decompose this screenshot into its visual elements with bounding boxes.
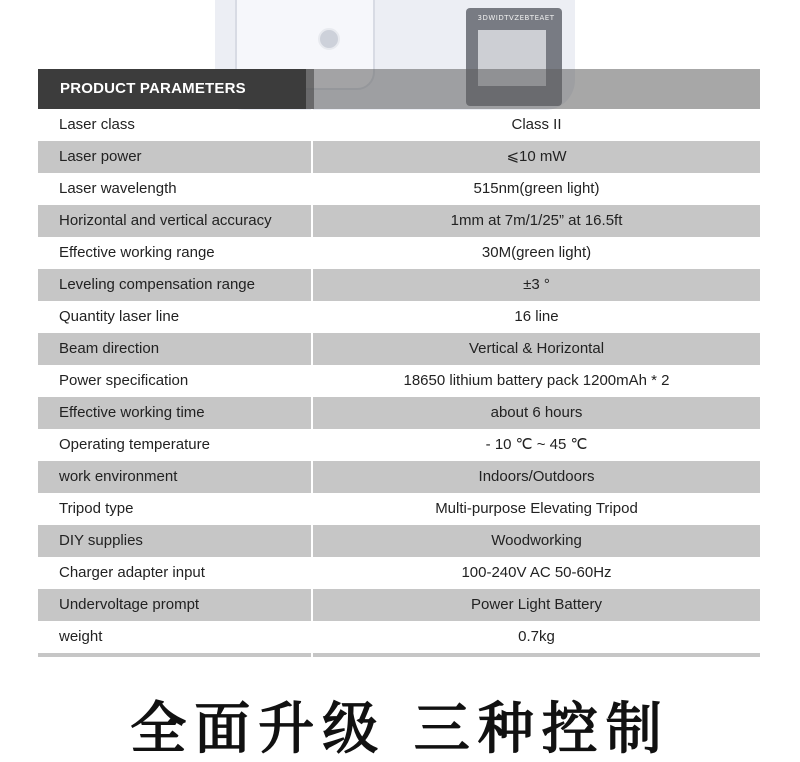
table-row — [38, 365, 760, 397]
parameter-value: Woodworking — [491, 532, 582, 549]
parameter-value: about 6 hours — [490, 404, 583, 421]
parameter-label: Power specification — [38, 365, 313, 397]
parameter-value: - 10 ℃ ~ 45 ℃ — [485, 436, 588, 453]
table-row — [38, 525, 760, 557]
parameter-label: Effective working time — [38, 397, 313, 429]
parameter-value: ⩽10 mW — [506, 148, 567, 165]
parameter-label: Laser power — [38, 141, 313, 173]
parameter-label: Operating temperature — [38, 429, 313, 461]
table-row — [38, 621, 760, 653]
device-window-text: 3DWIDTVZEBTEAET — [477, 14, 555, 22]
table-row — [38, 461, 760, 493]
parameter-value: Multi-purpose Elevating Tripod — [435, 500, 638, 517]
table-row — [38, 429, 760, 461]
parameter-value: Vertical & Horizontal — [468, 340, 605, 357]
parameter-value: 16 line — [514, 308, 559, 325]
parameter-value: ±3 ° — [523, 276, 550, 293]
table-row — [38, 269, 760, 301]
table-bottom-rule — [38, 653, 760, 657]
table-row — [38, 141, 760, 173]
table-row — [38, 557, 760, 589]
parameter-rows — [38, 109, 760, 653]
device-knob — [318, 28, 340, 50]
parameter-value: Power Light Battery — [471, 596, 602, 613]
parameter-label: Quantity laser line — [38, 301, 313, 333]
parameter-label: work environment — [38, 461, 313, 493]
parameter-label: weight — [38, 621, 313, 653]
parameter-value: 18650 lithium battery pack 1200mAh * 2 — [403, 372, 670, 389]
parameter-label: Beam direction — [38, 333, 313, 365]
table-row — [38, 301, 760, 333]
table-row — [38, 493, 760, 525]
table-row — [38, 333, 760, 365]
parameter-label: Tripod type — [38, 493, 313, 525]
parameter-label: Leveling compensation range — [38, 269, 313, 301]
parameter-value: 1mm at 7m/1/25” at 16.5ft — [450, 212, 623, 229]
parameter-label: Effective working range — [38, 237, 313, 269]
header-tab-edge — [306, 69, 314, 109]
parameter-value: 0.7kg — [518, 628, 555, 645]
parameter-label: Laser class — [38, 109, 313, 141]
table-row — [38, 589, 760, 621]
parameter-label: Undervoltage prompt — [38, 589, 313, 621]
parameter-value: Indoors/Outdoors — [478, 468, 595, 485]
parameter-label: Laser wavelength — [38, 173, 313, 205]
table-header — [38, 69, 760, 109]
parameter-label: Horizontal and vertical accuracy — [38, 205, 313, 237]
parameter-value: 515nm(green light) — [473, 180, 600, 197]
parameter-value: 100-240V AC 50-60Hz — [461, 564, 612, 581]
parameter-label: DIY supplies — [38, 525, 313, 557]
section-heading: 全面升级 三种控制 — [130, 697, 670, 762]
parameter-value: 30M(green light) — [481, 244, 592, 261]
table-title: PRODUCT PARAMETERS — [38, 69, 306, 109]
product-parameters-table — [38, 69, 760, 657]
table-row — [38, 237, 760, 269]
table-row — [38, 397, 760, 429]
table-row — [38, 109, 760, 141]
parameter-label: Charger adapter input — [38, 557, 313, 589]
table-row — [38, 205, 760, 237]
parameter-value: Class II — [511, 116, 562, 133]
table-row — [38, 173, 760, 205]
